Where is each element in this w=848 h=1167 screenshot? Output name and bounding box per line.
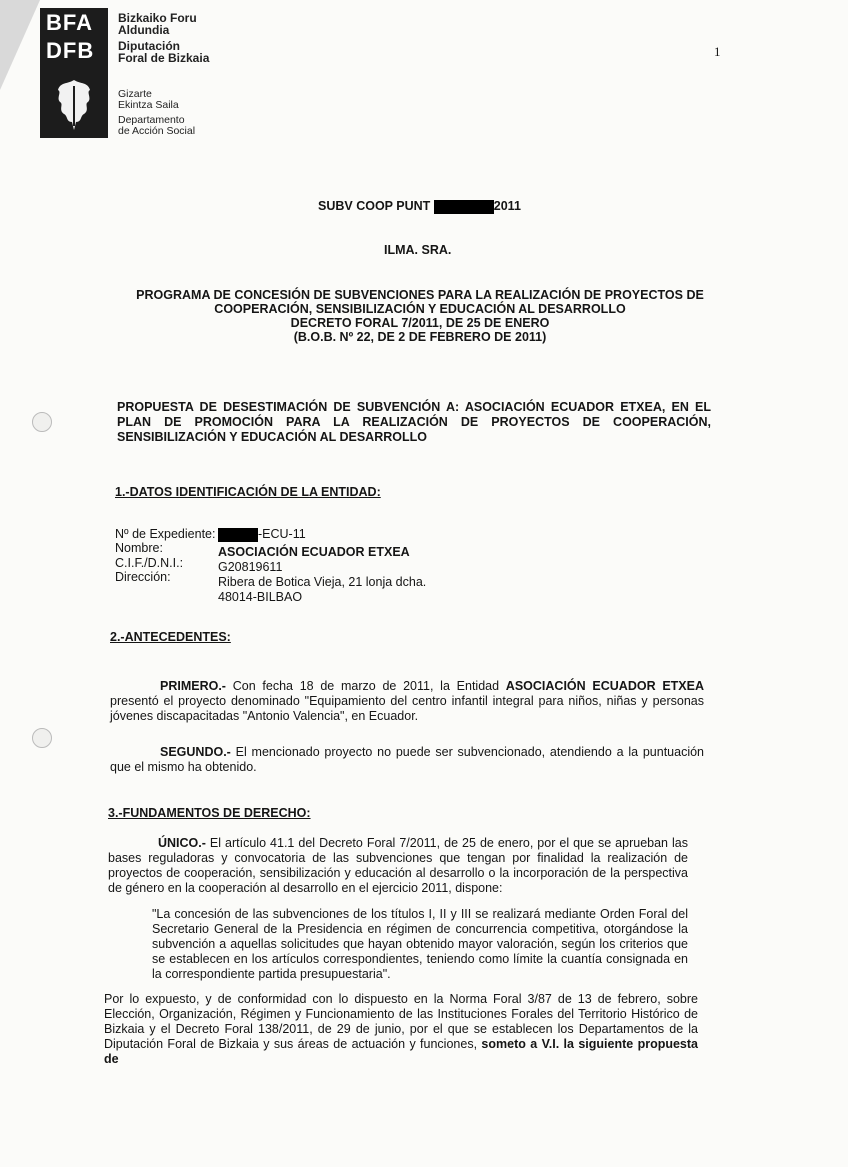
page-fold-corner [0, 0, 40, 90]
section-2-heading: 2.-ANTECEDENTES: [110, 630, 231, 644]
program-title-line-3: DECRETO FORAL 7/2011, DE 25 DE ENERO [290, 316, 550, 330]
punch-hole-top [32, 412, 52, 432]
primero-entity: ASOCIACIÓN ECUADOR ETXEA [505, 679, 705, 693]
org-name-eu-2: Aldundia [118, 23, 170, 37]
oak-leaf-icon [50, 76, 98, 132]
punch-hole-bottom [32, 728, 52, 748]
legal-quote: "La concesión de las subvenciones de los títulos I, II y III se realizará mediante Orden Foral del Secretario General de la Presidencia en régimen de concurrencia competitiva, otorgándose la subvención a aquellas solicitudes que hayan obtenido mayor valoración, según los criterios que se establecen en los artículos correspondientes, teniendo como límite la cuantía consignada en la correspondiente partida presupuestaria". [152, 907, 688, 981]
dept-eu-2: Ekintza Saila [118, 99, 179, 111]
section-1-heading: 1.-DATOS IDENTIFICACIÓN DE LA ENTIDAD: [115, 485, 381, 499]
dept-es-2: de Acción Social [118, 125, 196, 137]
segundo-paragraph [110, 745, 704, 775]
primero-text: Con fecha 18 de marzo de 2011, la Entidad [225, 679, 506, 693]
cif-label: C.I.F./D.N.I.: [115, 556, 184, 570]
expediente-label: Nº de Expediente: [115, 527, 216, 541]
reference-suffix: 2011 [493, 199, 521, 213]
nombre-label: Nombre: [115, 541, 163, 555]
logo-text-top: BFA [46, 10, 93, 35]
org-name-es-2: Foral de Bizkaia [118, 51, 210, 65]
segundo-text: El mencionado proyecto no puede ser subvencionado, atendiendo a la puntuación que el mismo ha obtenido. [110, 745, 704, 774]
unico-paragraph [108, 836, 688, 896]
closing-text: Por lo expuesto, y de conformidad con lo dispuesto en la Norma Foral 3/87 de 13 de febrero, sobre Elección, Organización, Régimen y Funcionamiento de las Instituciones Forales del Territorio Histórico de Bizkaia y el Decreto Foral 138/2011, de 29 de junio, por el que se establecen los Departamentos de la Diputación Foral de Bizkaia y sus áreas de actuación y funciones, [104, 992, 698, 1051]
org-name-eu-1: Bizkaiko Foru [118, 11, 197, 25]
unico-label: ÚNICO.- [158, 836, 206, 850]
redaction-block [434, 200, 494, 214]
program-title-line-4: (B.O.B. Nº 22, DE 2 DE FEBRERO DE 2011) [293, 330, 547, 344]
segundo-label: SEGUNDO.- [160, 745, 231, 759]
program-title-line-1: PROGRAMA DE CONCESIÓN DE SUBVENCIONES PARA LA REALIZACIÓN DE PROYECTOS DE [136, 288, 704, 302]
primero-text-2: presentó el proyecto denominado "Equipamiento del centro infantil integral para niños, niñas y personas jóvenes discapacitadas "Antonio Valencia", en Ecuador. [110, 694, 704, 723]
primero-label: PRIMERO.- [160, 679, 226, 693]
reference-line [318, 199, 521, 214]
org-name-es-1: Diputación [118, 39, 180, 53]
redaction-block [218, 528, 258, 542]
closing-paragraph [104, 992, 698, 1067]
closing-bold: someto a V.I. la siguiente propuesta de [104, 1037, 698, 1066]
expediente-value [218, 527, 306, 542]
nombre-value: ASOCIACIÓN ECUADOR ETXEA [218, 545, 410, 559]
direccion-line-2: 48014-BILBAO [218, 590, 303, 604]
dept-es-1: Departamento [118, 114, 185, 126]
logo [40, 8, 108, 138]
addressee: ILMA. SRA. [384, 243, 452, 257]
expediente-suffix: -ECU-11 [258, 527, 306, 541]
direccion-line-1: Ribera de Botica Vieja, 21 lonja dcha. [218, 575, 427, 589]
unico-text: El artículo 41.1 del Decreto Foral 7/2011, de 25 de enero, por el que se aprueban las bases reguladoras y convocatoria de las subvenciones que tengan por finalidad la realización de proyectos de cooperación, sensibilización y educación al desarrollo o la incorporación de la perspectiva de género en la cooperación al desarrollo en el ejercicio 2011, dispone: [108, 836, 688, 895]
dept-eu-1: Gizarte [118, 88, 152, 100]
page-number: 1 [714, 44, 721, 59]
reference-prefix: SUBV COOP PUNT [318, 199, 431, 213]
proposal-title: PROPUESTA DE DESESTIMACIÓN DE SUBVENCIÓN A: ASOCIACIÓN ECUADOR ETXEA, EN EL PLAN DE PROMOCIÓN PARA LA REALIZACIÓN DE PROYECTOS DE COOPERACIÓN, SENSIBILIZACIÓN Y EDUCACIÓN AL DESARROLLO [117, 400, 711, 444]
section-3-heading: 3.-FUNDAMENTOS DE DERECHO: [108, 806, 311, 820]
cif-value: G20819611 [218, 560, 283, 574]
program-title-line-2: COOPERACIÓN, SENSIBILIZACIÓN Y EDUCACIÓN AL DESARROLLO [214, 302, 626, 316]
logo-text-bottom: DFB [46, 38, 95, 63]
primero-paragraph [110, 679, 704, 724]
direccion-label: Dirección: [115, 570, 171, 584]
